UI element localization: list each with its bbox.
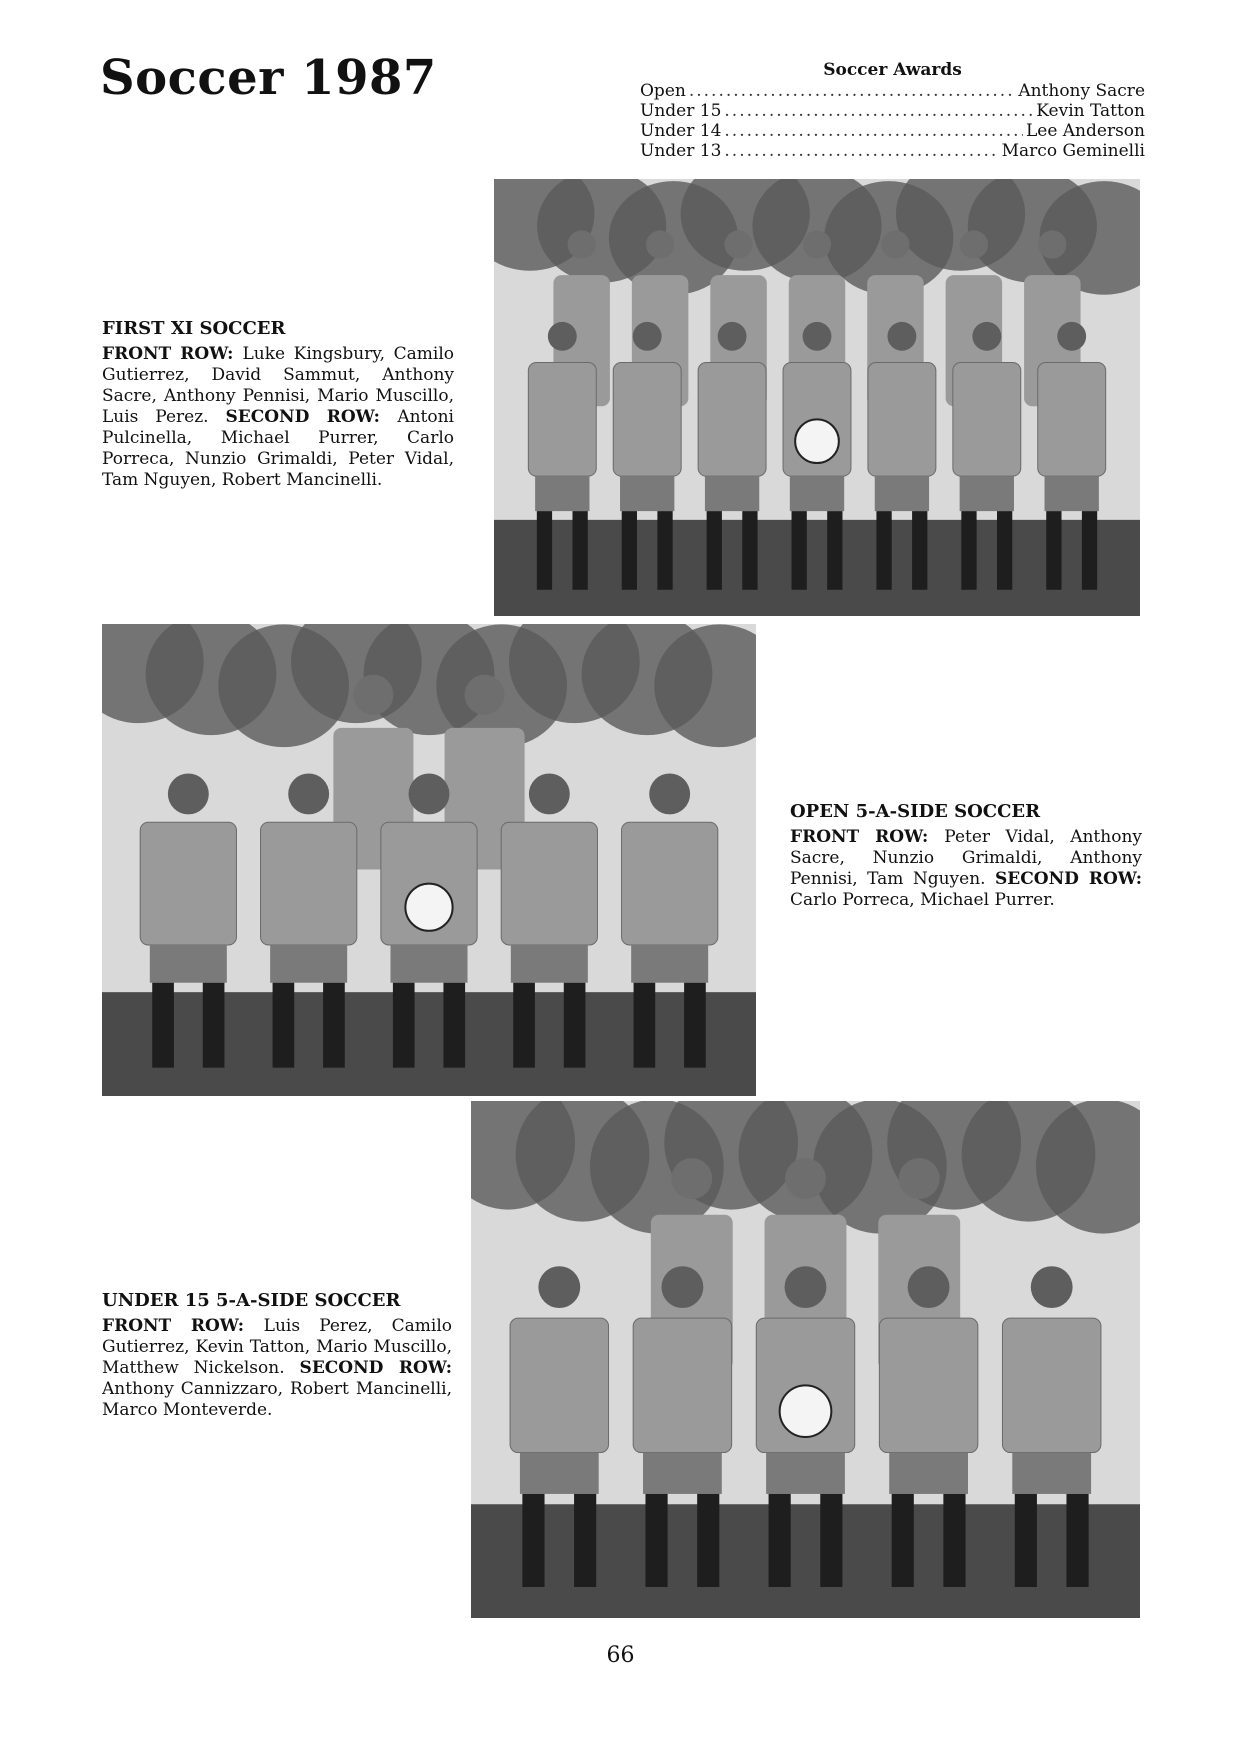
player-shorts: [705, 476, 759, 511]
player-sock: [443, 983, 465, 1068]
player-sock: [203, 983, 225, 1068]
player-head: [409, 773, 450, 814]
player-head: [960, 230, 988, 258]
player-sock: [1082, 511, 1097, 590]
player-torso: [633, 1318, 731, 1452]
second-row-label: SECOND ROW:: [225, 407, 398, 427]
player-head: [568, 230, 596, 258]
player-sock: [323, 983, 345, 1068]
player-sock: [697, 1494, 719, 1587]
first-xi-heading: FIRST XI SOCCER: [102, 318, 286, 339]
player-sock: [622, 511, 637, 590]
player-head: [803, 322, 832, 351]
open-5-heading: OPEN 5-A-SIDE SOCCER: [790, 801, 1041, 822]
player-head: [465, 675, 505, 715]
player-shorts: [620, 476, 674, 511]
player-sock: [1066, 1494, 1088, 1587]
second-row-names: Carlo Porreca, Michael Purrer.: [790, 890, 1055, 910]
player-sock: [876, 511, 891, 590]
second-row-label: SECOND ROW:: [995, 869, 1142, 889]
award-row-open: [640, 81, 1145, 101]
player-torso: [879, 1318, 977, 1452]
player-sock: [393, 983, 415, 1068]
player-shorts: [520, 1453, 599, 1494]
front-row-label: FRONT ROW:: [102, 344, 243, 364]
leader-dots: [724, 141, 998, 161]
award-category: Under 13: [640, 141, 722, 161]
front-row-label: FRONT ROW:: [102, 1316, 264, 1336]
player-head: [718, 322, 747, 351]
under-15-5-a-side-caption: [102, 1290, 452, 1421]
second-row-label: SECOND ROW:: [299, 1358, 452, 1378]
award-category: Open: [640, 81, 686, 101]
player-shorts: [390, 945, 467, 983]
player-torso: [698, 363, 766, 477]
award-winner: Kevin Tatton: [1036, 101, 1145, 121]
player-shorts: [1045, 476, 1099, 511]
player-head: [649, 773, 690, 814]
player-shorts: [1012, 1453, 1091, 1494]
player-sock: [684, 983, 706, 1068]
player-sock: [707, 511, 722, 590]
player-torso: [1002, 1318, 1100, 1452]
page-title: Soccer 1987: [100, 50, 437, 106]
player-shorts: [150, 945, 227, 983]
player-head: [661, 1266, 703, 1308]
player-torso: [140, 822, 236, 945]
award-winner: Lee Anderson: [1025, 121, 1145, 141]
under-15-5-a-side-team-photo: [471, 1101, 1140, 1618]
player-head: [899, 1158, 940, 1199]
ground: [471, 1504, 1140, 1618]
player-sock: [943, 1494, 965, 1587]
player-sock: [273, 983, 295, 1068]
player-torso: [868, 363, 936, 477]
leader-dots: [724, 121, 1023, 141]
player-head: [908, 1266, 950, 1308]
first-xi-caption: [102, 318, 454, 491]
player-torso: [622, 822, 718, 945]
player-shorts: [889, 1453, 968, 1494]
first-xi-team-photo: [494, 179, 1140, 616]
leader-dots: [689, 81, 1015, 101]
front-row-names: Luke Kingsbury, Camilo Gutierrez, David Sammut, Anthony Sacre, Anthony Pennisi, Mario Muscillo, Luis Perez.: [102, 344, 454, 427]
player-shorts: [875, 476, 929, 511]
player-sock: [657, 511, 672, 590]
award-row-under-14: [640, 121, 1145, 141]
player-shorts: [511, 945, 588, 983]
page-number: 66: [606, 1643, 635, 1668]
player-head: [353, 675, 393, 715]
player-shorts: [535, 476, 589, 511]
player-head: [548, 322, 577, 351]
player-shorts: [631, 945, 708, 983]
front-row-label: FRONT ROW:: [790, 827, 945, 847]
front-row-names: Luis Perez, Camilo Gutierrez, Kevin Tatton, Mario Muscillo, Matthew Nickelson.: [102, 1316, 452, 1378]
player-head: [1031, 1266, 1073, 1308]
player-head: [724, 230, 752, 258]
player-sock: [769, 1494, 791, 1587]
player-shorts: [790, 476, 844, 511]
player-sock: [961, 511, 976, 590]
player-sock: [645, 1494, 667, 1587]
front-row-names: Peter Vidal, Anthony Sacre, Nunzio Grimaldi, Anthony Pennisi, Tam Nguyen.: [790, 827, 1142, 889]
player-shorts: [960, 476, 1014, 511]
soccer-ball: [780, 1385, 832, 1437]
player-sock: [820, 1494, 842, 1587]
player-sock: [537, 511, 552, 590]
player-sock: [792, 511, 807, 590]
player-torso: [528, 363, 596, 477]
player-head: [803, 230, 831, 258]
u15-5-heading: UNDER 15 5-A-SIDE SOCCER: [102, 1290, 401, 1311]
player-sock: [742, 511, 757, 590]
soccer-awards-list: [640, 60, 1145, 161]
leader-dots: [724, 101, 1033, 121]
award-category: Under 15: [640, 101, 722, 121]
open-5-a-side-caption: [790, 801, 1142, 911]
soccer-ball: [405, 884, 452, 931]
awards-heading: Soccer Awards: [823, 60, 962, 80]
award-winner: Marco Geminelli: [1001, 141, 1145, 161]
player-head: [671, 1158, 712, 1199]
player-shorts: [643, 1453, 722, 1494]
player-head: [785, 1266, 827, 1308]
player-sock: [634, 983, 656, 1068]
player-sock: [892, 1494, 914, 1587]
ground: [494, 520, 1140, 616]
player-sock: [827, 511, 842, 590]
player-head: [1057, 322, 1086, 351]
player-head: [881, 230, 909, 258]
player-head: [887, 322, 916, 351]
player-shorts: [766, 1453, 845, 1494]
player-sock: [1015, 1494, 1037, 1587]
second-row-names: Antoni Pulcinella, Michael Purrer, Carlo Porreca, Nunzio Grimaldi, Peter Vidal, Tam Nguyen, Robert Mancinelli.: [102, 407, 454, 490]
player-sock: [1046, 511, 1061, 590]
player-sock: [564, 983, 586, 1068]
player-sock: [572, 511, 587, 590]
award-category: Under 14: [640, 121, 722, 141]
player-head: [972, 322, 1001, 351]
player-head: [288, 773, 329, 814]
player-head: [168, 773, 209, 814]
player-sock: [522, 1494, 544, 1587]
player-head: [633, 322, 662, 351]
player-head: [785, 1158, 826, 1199]
award-row-under-15: [640, 101, 1145, 121]
player-head: [646, 230, 674, 258]
player-sock: [912, 511, 927, 590]
player-head: [1038, 230, 1066, 258]
player-sock: [997, 511, 1012, 590]
open-5-a-side-team-photo: [102, 624, 756, 1096]
award-winner: Anthony Sacre: [1018, 81, 1145, 101]
player-head: [529, 773, 570, 814]
player-torso: [501, 822, 597, 945]
player-head: [538, 1266, 580, 1308]
player-sock: [152, 983, 174, 1068]
player-torso: [613, 363, 681, 477]
soccer-ball: [795, 419, 839, 463]
player-sock: [513, 983, 535, 1068]
award-row-under-13: [640, 141, 1145, 161]
player-torso: [953, 363, 1021, 477]
player-sock: [574, 1494, 596, 1587]
player-torso: [1038, 363, 1106, 477]
player-shorts: [270, 945, 347, 983]
ground: [102, 992, 756, 1096]
second-row-names: Anthony Cannizzaro, Robert Mancinelli, Marco Monteverde.: [102, 1379, 452, 1420]
player-torso: [261, 822, 357, 945]
player-torso: [510, 1318, 608, 1452]
